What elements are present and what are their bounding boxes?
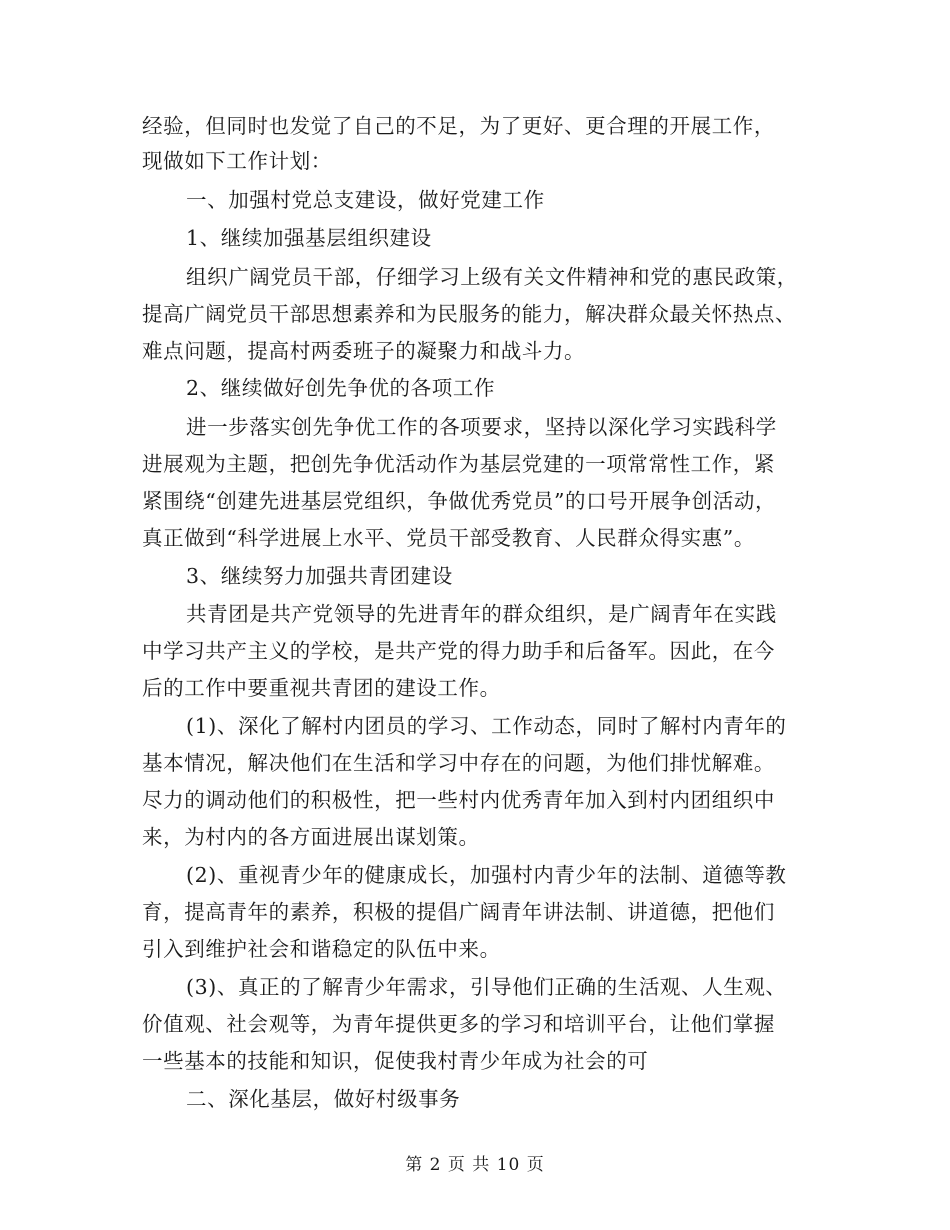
paragraph-line: 真正做到“科学进展上水平、党员干部受教育、人民群众得实惠”。 (142, 526, 755, 550)
paragraph-line: 组织广阔党员干部，仔细学习上级有关文件精神和党的惠民政策， (186, 265, 798, 289)
paragraph-line: 基本情况，解决他们在生活和学习中存在的问题，为他们排忧解难。 (142, 751, 775, 775)
paragraph-line: 尽力的调动他们的积极性，把一些村内优秀青年加入到村内团组织中 (142, 788, 775, 812)
paragraph-line: 来，为村内的各方面进展出谋划策。 (142, 825, 480, 849)
paragraph-line: 进展观为主题，把创先争优活动作为基层党建的一项常常性工作，紧 (142, 452, 775, 476)
paragraph-line: 一些基本的技能和知识，促使我村青少年成为社会的可 (142, 1049, 649, 1073)
paragraph-line: 育，提高青年的素养，积极的提倡广阔青年讲法制、讲道德，把他们 (142, 900, 775, 924)
subsection-heading: 1、继续加强基层组织建设 (186, 226, 432, 250)
paragraph-line: 紧围绕“创建先进基层党组织，争做优秀党员”的口号开展争创活动， (142, 489, 777, 513)
text-line: 现做如下工作计划： (142, 149, 332, 173)
paragraph-line: 提高广阔党员干部思想素养和为民服务的能力，解决群众最关怀热点、 (142, 302, 797, 326)
paragraph-line: 共青团是共产党领导的先进青年的群众组织，是广阔青年在实践 (186, 602, 777, 626)
paragraph-line: (1)、深化了解村内团员的学习、工作动态，同时了解村内青年的 (186, 714, 787, 738)
paragraph-line: 中学习共产主义的学校，是共产党的得力助手和后备军。因此，在今 (142, 639, 775, 663)
paragraph-line: 难点问题，提高村两委班子的凝聚力和战斗力。 (142, 339, 586, 363)
text-line: 经验，但同时也发觉了自己的不足，为了更好、更合理的开展工作， (142, 114, 775, 138)
paragraph-line: 进一步落实创先争优工作的各项要求，坚持以深化学习实践科学 (186, 415, 777, 439)
paragraph-line: 后的工作中要重视共青团的建设工作。 (142, 676, 501, 700)
paragraph-line: (3)、真正的了解青少年需求，引导他们正确的生活观、人生观、 (186, 975, 787, 999)
paragraph-line: (2)、重视青少年的健康成长，加强村内青少年的法制、道德等教 (186, 863, 787, 887)
page-number-footer: 第 2 页 共 10 页 (405, 1155, 545, 1175)
subsection-heading: 2、继续做好创先争优的各项工作 (186, 376, 496, 400)
section-heading: 二、深化基层，做好村级事务 (186, 1087, 461, 1111)
paragraph-line: 价值观、社会观等，为青年提供更多的学习和培训平台，让他们掌握 (142, 1012, 775, 1036)
section-heading: 一、加强村党总支建设，做好党建工作 (186, 188, 545, 212)
paragraph-line: 引入到维护社会和谐稳定的队伍中来。 (142, 937, 501, 961)
subsection-heading: 3、继续努力加强共青团建设 (186, 564, 453, 588)
